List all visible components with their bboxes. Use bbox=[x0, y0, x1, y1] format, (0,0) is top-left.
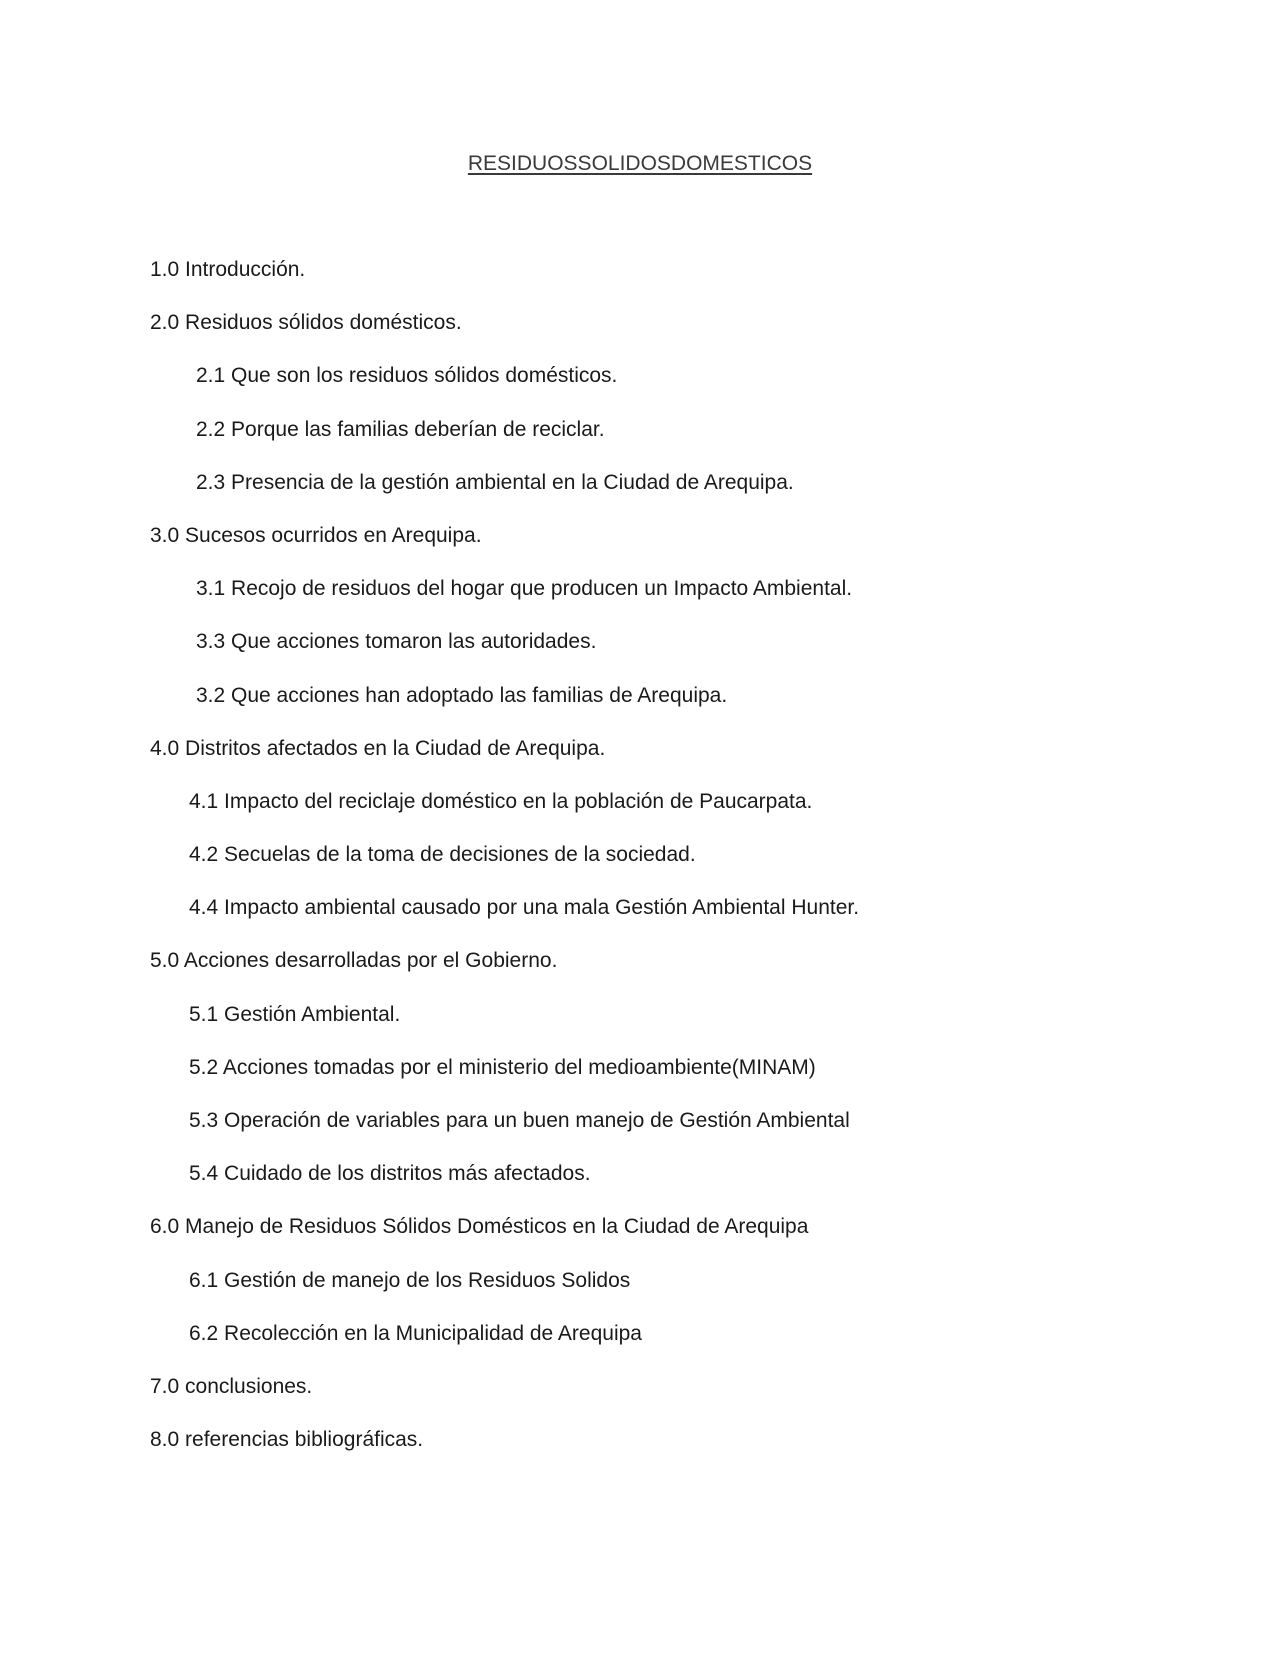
toc-item-5-3: 5.3 Operación de variables para un buen manejo de Gestión Ambiental bbox=[189, 1109, 850, 1132]
document-title: RESIDUOSSOLIDOSDOMESTICOS bbox=[467, 152, 813, 175]
toc-item-3-0: 3.0 Sucesos ocurridos en Arequipa. bbox=[150, 523, 482, 547]
toc-item-4-1: 4.1 Impacto del reciclaje doméstico en la población de Paucarpata. bbox=[189, 789, 813, 813]
toc-item-3-3: 3.3 Que acciones tomaron las autoridades. bbox=[196, 630, 597, 654]
toc-item-4-2: 4.2 Secuelas de la toma de decisiones de la sociedad. bbox=[189, 843, 696, 867]
toc-item-5-0: 5.0 Acciones desarrolladas por el Gobierno. bbox=[150, 949, 558, 973]
toc-item-6-2: 6.2 Recolección en la Municipalidad de Arequipa bbox=[189, 1321, 642, 1345]
toc-item-8-0: 8.0 referencias bibliográficas. bbox=[150, 1428, 424, 1452]
toc-item-4-4: 4.4 Impacto ambiental causado por una mala Gestión Ambiental Hunter. bbox=[189, 896, 860, 920]
toc-item-2-3: 2.3 Presencia de la gestión ambiental en la Ciudad de Arequipa. bbox=[196, 470, 794, 494]
toc-item-2-1: 2.1 Que son los residuos sólidos domésticos. bbox=[196, 364, 618, 388]
table-of-contents bbox=[0, 256, 1280, 1479]
toc-item-7-0: 7.0 conclusiones. bbox=[150, 1374, 313, 1398]
toc-item-5-1: 5.1 Gestión Ambiental. bbox=[189, 1002, 401, 1026]
toc-item-5-4: 5.4 Cuidado de los distritos más afectados. bbox=[189, 1162, 591, 1186]
toc-item-5-2: 5.2 Acciones tomadas por el ministerio del medioambiente(MINAM) bbox=[189, 1055, 816, 1079]
toc-item-6-1: 6.1 Gestión de manejo de los Residuos Solidos bbox=[189, 1268, 631, 1292]
toc-item-3-1: 3.1 Recojo de residuos del hogar que producen un Impacto Ambiental. bbox=[196, 577, 853, 601]
toc-item-2-0: 2.0 Residuos sólidos domésticos. bbox=[150, 311, 462, 335]
toc-item-3-2: 3.2 Que acciones han adoptado las familias de Arequipa. bbox=[196, 683, 728, 707]
toc-item-4-0: 4.0 Distritos afectados en la Ciudad de Arequipa. bbox=[150, 736, 606, 760]
toc-item-1-0: 1.0 Introducción. bbox=[150, 258, 306, 281]
toc-item-6-0: 6.0 Manejo de Residuos Sólidos Domésticos en la Ciudad de Arequipa bbox=[150, 1215, 809, 1239]
toc-item-2-2: 2.2 Porque las familias deberían de reciclar. bbox=[196, 417, 605, 441]
